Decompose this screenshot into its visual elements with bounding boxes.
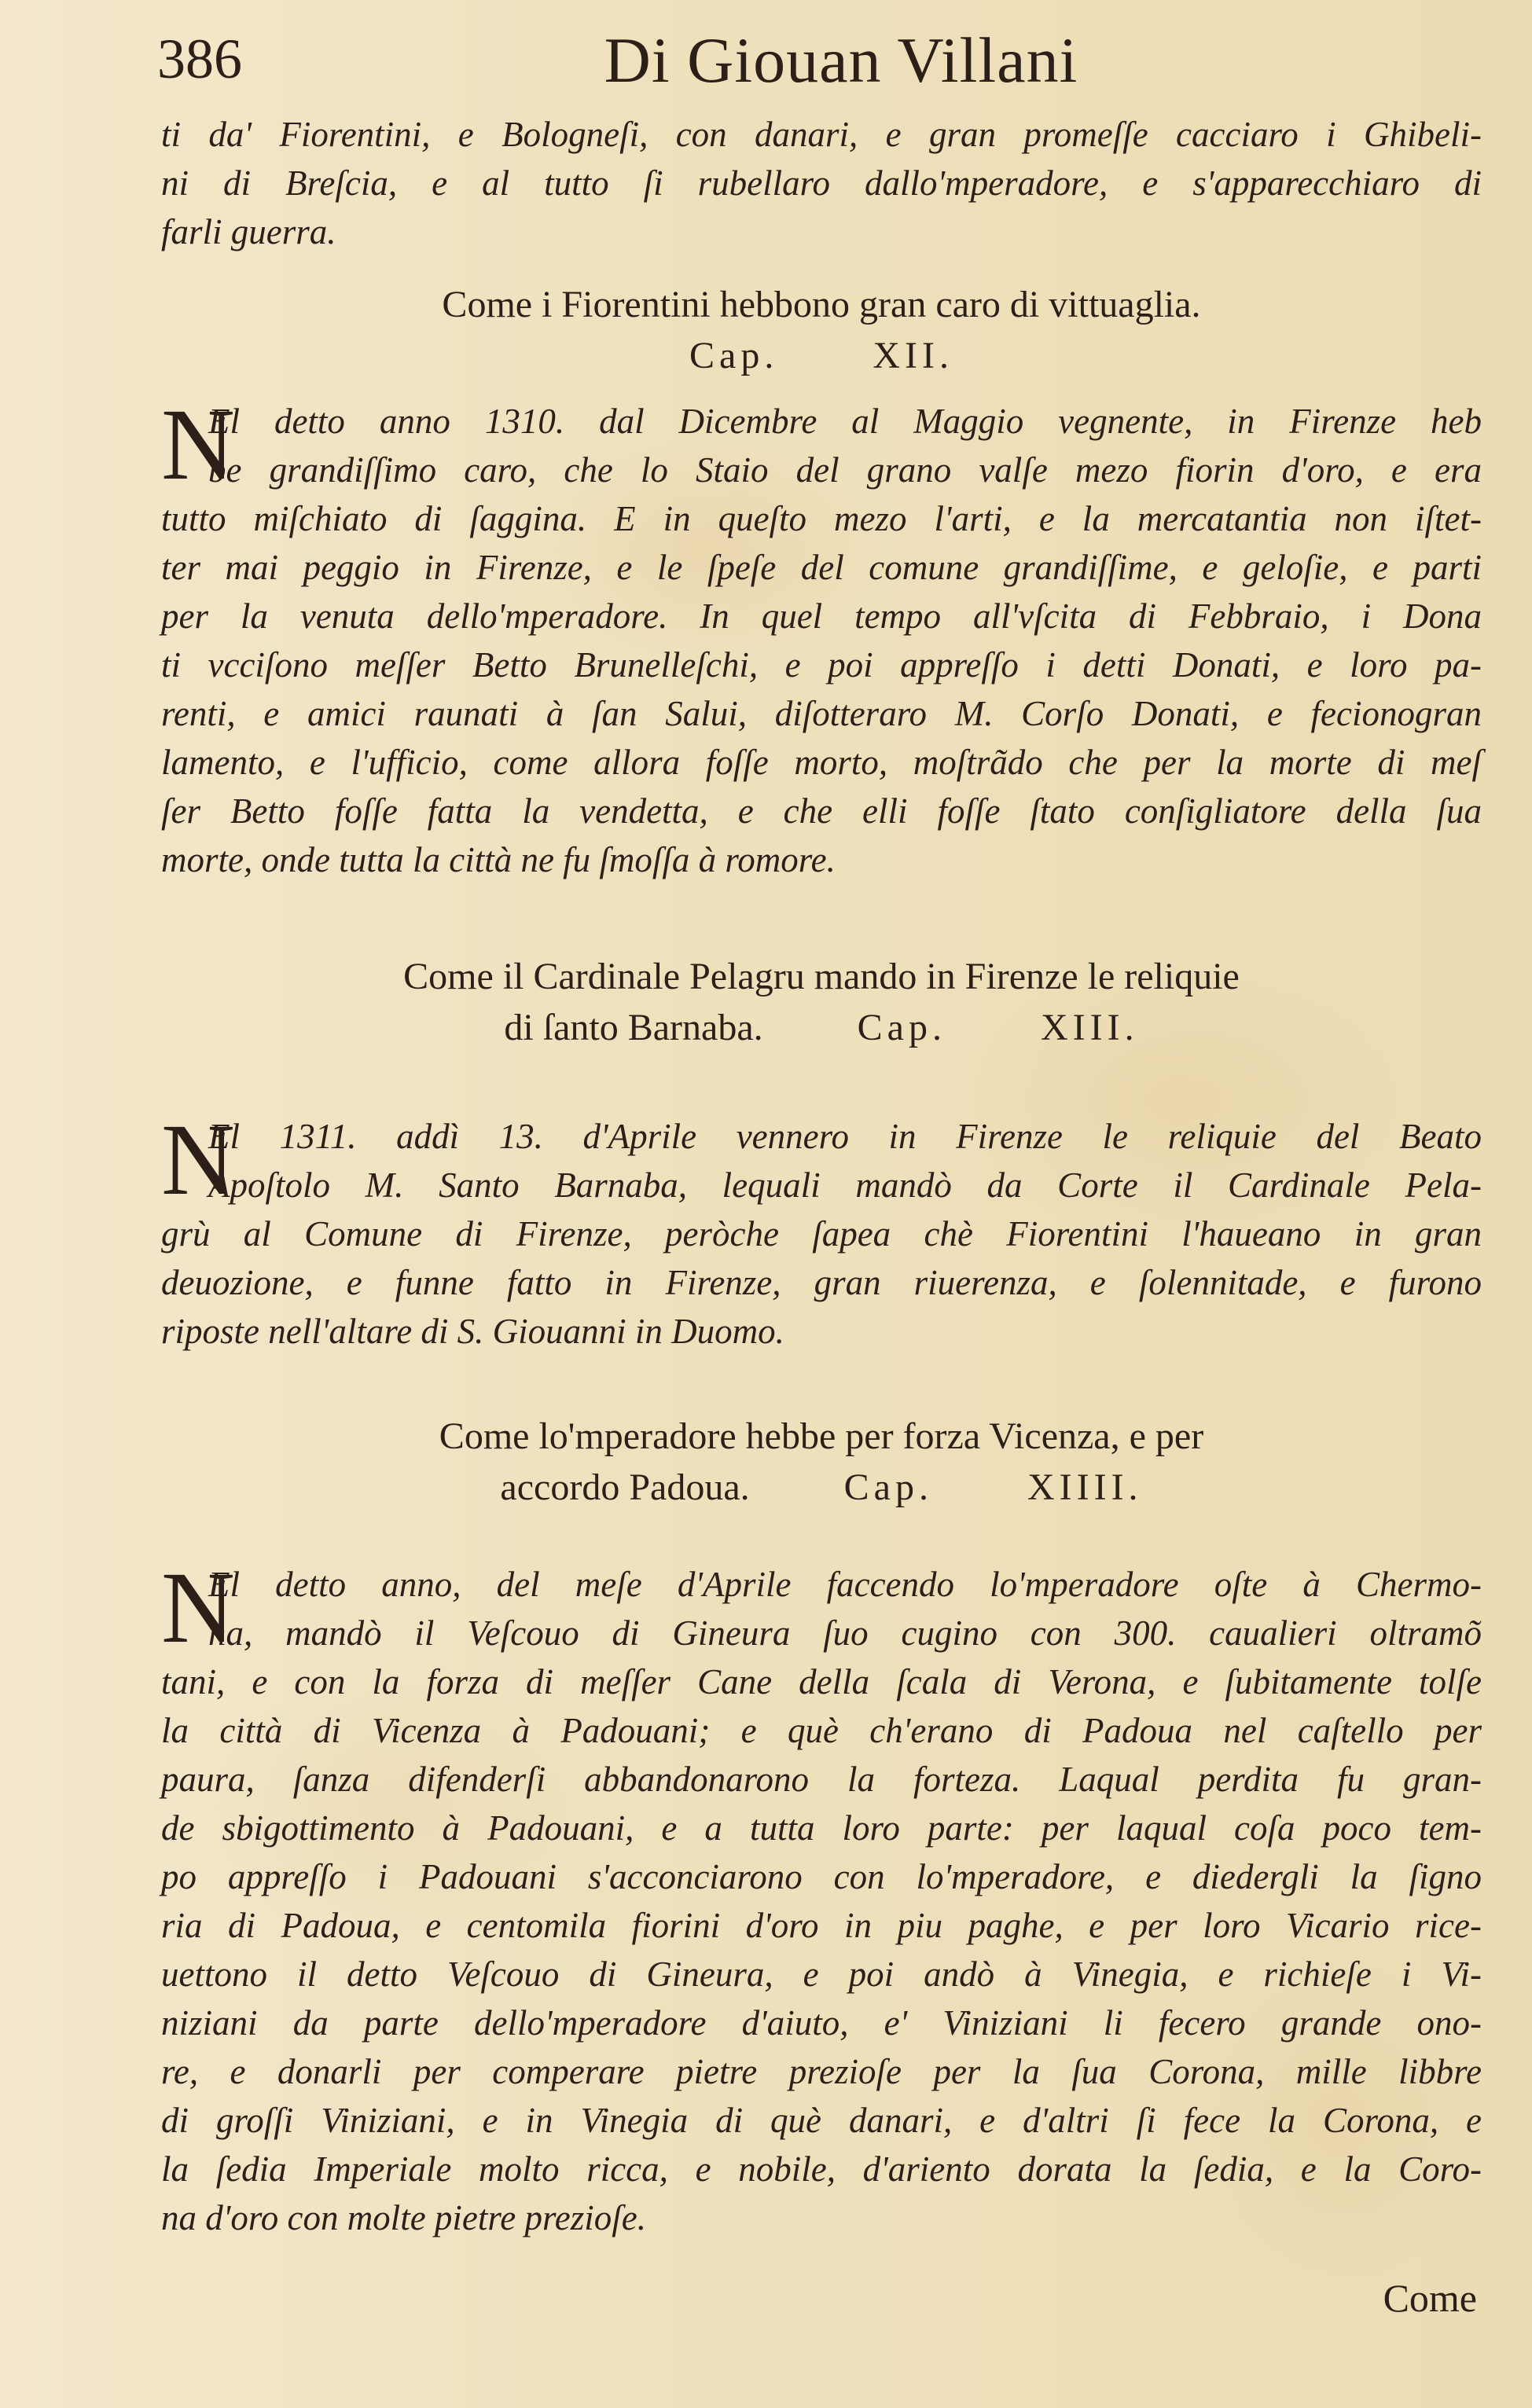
cap-number: XIII.	[1040, 1007, 1139, 1048]
text-line: la ſedia Imperiale molto ricca, e nobile, d'ariento dorata la ſedia, e la Coro-	[161, 2149, 1482, 2189]
text-line: Apoſtolo M. Santo Barnaba, lequali mandò da Corte il Cardinale Pela-	[208, 1165, 1482, 1205]
drop-cap: N	[161, 1103, 235, 1217]
text-line: El detto anno 1310. dal Dicembre al Maggio vegnente, in Firenze heb	[208, 402, 1482, 441]
text-line: di groſſi Viniziani, e in Vinegia di què danari, e d'altri ſi fece la Corona, e	[161, 2101, 1482, 2140]
text-line: tutto miſchiato di ſaggina. E in queſto mezo l'arti, e la mercatantia non iſtet-	[161, 499, 1482, 538]
chapter-title: Come lo'mperadore hebbe per forza Vicenza, e per	[439, 1415, 1204, 1457]
text-line: per la venuta dello'mperadore. In quel tempo all'vſcita di Febbraio, i Dona	[161, 596, 1482, 636]
text-line: ni di Breſcia, e al tutto ſi rubellaro dallo'mperadore, e s'apparecchiaro di	[161, 163, 1482, 203]
text-line: uettono il detto Veſcouo di Gineura, e poi andò à Vinegia, e richieſe i Vi-	[161, 1955, 1482, 1994]
cap-label: Cap.	[857, 1007, 946, 1048]
text-line: riposte nell'altare di S. Giouanni in Duomo.	[161, 1312, 784, 1351]
continuation-text	[161, 110, 1482, 256]
chapter-title: Come il Cardinale Pelagru mando in Firenze le reliquie	[403, 956, 1240, 997]
text-line: po appreſſo i Padouani s'acconciarono con lo'mperadore, e diedergli la ſigno	[161, 1857, 1482, 1896]
text-line: ter mai peggio in Firenze, e le ſpeſe del comune grandiſſime, e geloſie, e parti	[161, 548, 1482, 587]
text-line: be grandiſſimo caro, che lo Staio del grano valſe mezo fiorin d'oro, e era	[208, 450, 1482, 490]
text-line: grù al Comune di Firenze, peròche ſapea chè Fiorentini l'haueano in gran	[161, 1214, 1482, 1254]
text-line: ſer Betto foſſe fatta la vendetta, e che elli foſſe ſtato conſigliatore della ſua	[161, 791, 1482, 831]
text-line: renti, e amici raunati à ſan Salui, diſotteraro M. Corſo Donati, e fecionogran	[161, 694, 1482, 733]
text-line: paura, ſanza difenderſi abbandonarono la forteza. Laqual perdita fu gran-	[161, 1760, 1482, 1799]
chapter-title: Come i Fiorentini hebbono gran caro di vittuaglia.	[442, 284, 1201, 325]
text-line: ti da' Fiorentini, e Bologneſi, con danari, e gran promeſſe cacciaro i Ghibeli-	[161, 115, 1482, 154]
text-line: deuozione, e funne fatto in Firenze, gran riuerenza, e ſolennitade, e furono	[161, 1263, 1482, 1302]
page-number: 386	[157, 28, 242, 90]
text-line: re, e donarli per comperare pietre prezioſe per la ſua Corona, mille libbre	[161, 2052, 1482, 2091]
chapter-heading-xii	[161, 279, 1482, 381]
chapter-heading-xiiii	[161, 1411, 1482, 1513]
drop-cap: N	[161, 1551, 235, 1665]
text-line: farli guerra.	[161, 212, 336, 251]
catchword: Come	[1383, 2276, 1477, 2320]
text-line: tani, e con la forza di meſſer Cane della ſcala di Verona, e ſubitamente tolſe	[161, 1662, 1482, 1701]
chapter-body-xiii	[161, 1103, 1482, 1356]
chapter-body-xii	[161, 388, 1482, 884]
text-line: ria di Padoua, e centomila fiorini d'oro in piu paghe, e per loro Vicario rice-	[161, 1906, 1482, 1945]
text-line: na, mandò il Veſcouo di Gineura ſuo cugino con 300. caualieri oltramõ	[208, 1613, 1482, 1653]
text-line: lamento, e l'ufficio, come allora foſſe morto, moſtrãdo che per la morte di meſ	[161, 743, 1482, 782]
cap-number: XII.	[873, 335, 953, 376]
text-line: na d'oro con molte pietre prezioſe.	[161, 2198, 647, 2237]
text-line: de sbigottimento à Padouani, e a tutta loro parte: per laqual coſa poco tem-	[161, 1808, 1482, 1848]
running-head	[157, 24, 1478, 102]
text-line: El detto anno, del meſe d'Aprile faccendo lo'mperadore oſte à Chermo-	[208, 1565, 1482, 1604]
drop-cap: N	[161, 388, 235, 501]
cap-label: Cap.	[689, 335, 779, 376]
chapter-title-cont: di ſanto Barnaba.	[504, 1007, 763, 1048]
text-line: niziani da parte dello'mperadore d'aiuto, e' Viniziani li fecero grande ono-	[161, 2003, 1482, 2043]
cap-number: XIIII.	[1027, 1466, 1143, 1508]
chapter-title-cont: accordo Padoua.	[500, 1466, 750, 1508]
text-line: El 1311. addì 13. d'Aprile vennero in Firenze le reliquie del Beato	[208, 1117, 1482, 1156]
chapter-body-xiiii	[161, 1551, 1482, 2242]
text-line: ti vcciſono meſſer Betto Brunelleſchi, e poi appreſſo i detti Donati, e loro pa-	[161, 645, 1482, 685]
running-title: Di Giouan Villani	[604, 24, 1078, 96]
text-line: la città di Vicenza à Padouani; e què ch'erano di Padoua nel caſtello per	[161, 1711, 1482, 1750]
chapter-heading-xiii	[161, 951, 1482, 1053]
text-line: morte, onde tutta la città ne fu ſmoſſa à romore.	[161, 840, 836, 879]
cap-label: Cap.	[843, 1466, 933, 1508]
